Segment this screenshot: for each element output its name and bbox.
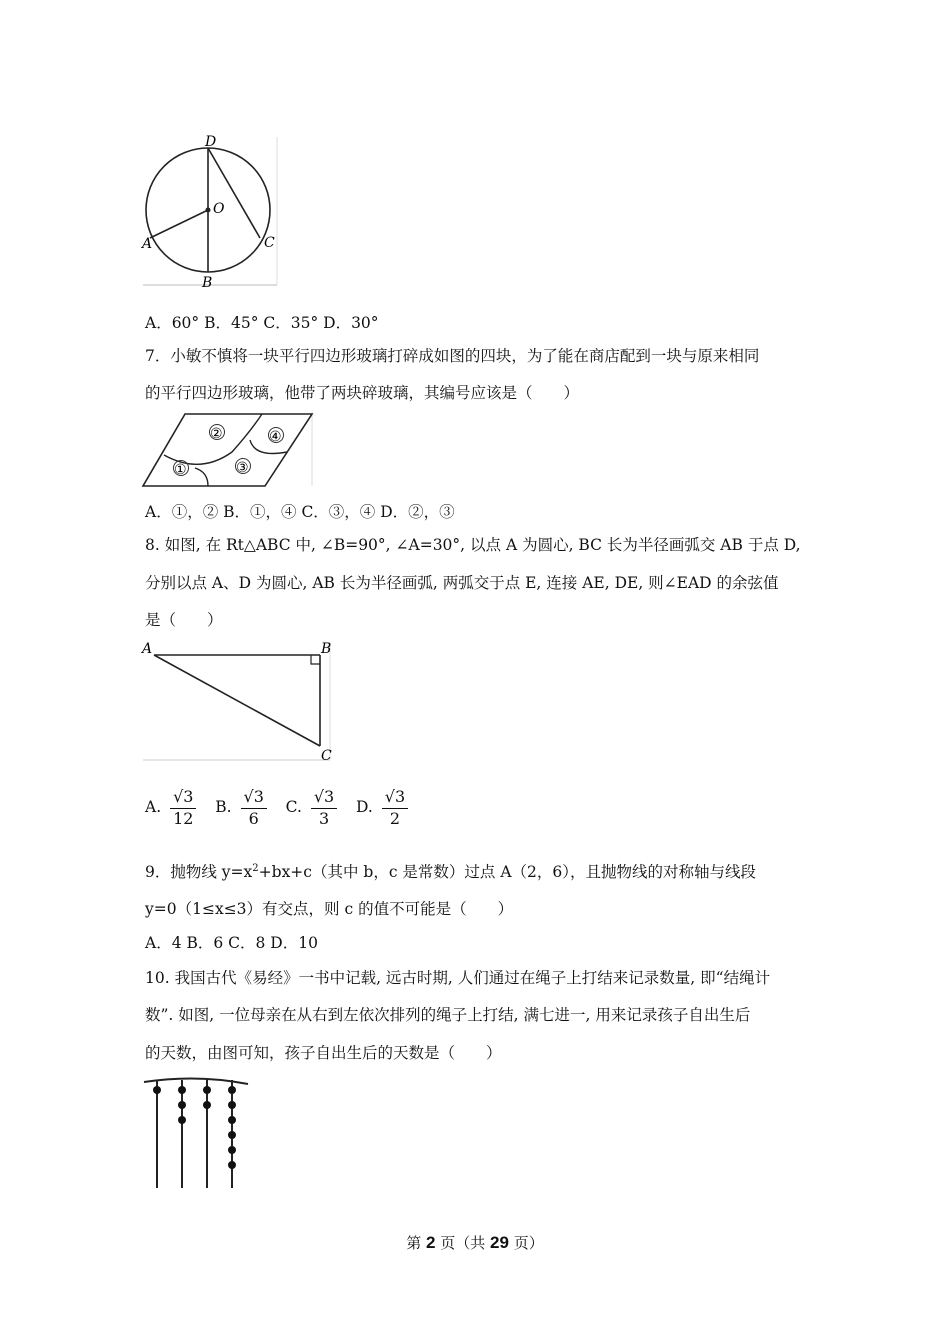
circle-figure	[140, 135, 290, 297]
parallelogram-figure	[140, 410, 320, 496]
total-pages: 29	[490, 1233, 509, 1252]
knot	[228, 1116, 236, 1124]
page-number: 2	[426, 1233, 436, 1252]
label-A: A	[142, 236, 153, 252]
q9-options: A．4 B．6 C．8 D．10	[145, 934, 318, 952]
knot	[178, 1086, 186, 1094]
knot	[203, 1101, 211, 1109]
q10-line3: 的天数，由图可知，孩子自出生后的天数是（ ）	[145, 1044, 502, 1062]
q7-line2: 的平行四边形玻璃，他带了两块碎玻璃，其编号应该是（ ）	[145, 384, 580, 402]
piece-4: ④	[269, 429, 282, 445]
label-A: A	[142, 641, 153, 657]
q8-line3: 是（ ）	[145, 611, 223, 629]
option-d: D. $\frac{√3}{2}$	[356, 798, 412, 816]
label-C: C	[264, 235, 275, 251]
knot	[153, 1086, 161, 1094]
q8-options	[145, 786, 412, 829]
q7-line1: 7．小敏不慎将一块平行四边形玻璃打碎成如图的四块，为了能在商店配到一块与原来相同	[145, 347, 760, 365]
q7-options: A．①，② B．①，④ C．③，④ D．②，③	[145, 503, 455, 521]
label-D: D	[205, 135, 217, 150]
knot-rope-figure	[142, 1072, 252, 1194]
q8-line2: 分别以点 A、D 为圆心, AB 长为半径画弧, 两弧交于点 E, 连接 AE, DE, 则∠EAD 的余弦值	[145, 574, 779, 592]
piece-2: ②	[210, 426, 223, 442]
knot	[228, 1146, 236, 1154]
knot	[228, 1161, 236, 1169]
q10-line1: 10. 我国古代《易经》一书中记载, 远古时期, 人们通过在绳子上打结来记录数量, 即“结绳计	[145, 969, 771, 987]
q10-line2: 数”. 如图, 一位母亲在从右到左依次排列的绳子上打结, 满七进一, 用来记录孩子自出生后	[145, 1006, 751, 1024]
page-footer: 第 2 页（共 29 页）	[406, 1233, 544, 1252]
label-B: B	[321, 641, 332, 657]
option-a: A. $\frac{√3}{12}$	[145, 798, 205, 816]
q8-line1: 8. 如图, 在 Rt△ABC 中, ∠B=90°, ∠A=30°, 以点 A 为圆心, BC 长为半径画弧交 AB 于点 D,	[145, 536, 801, 554]
knot	[203, 1086, 211, 1094]
label-C: C	[321, 748, 332, 764]
label-O: O	[213, 201, 225, 217]
knot	[228, 1101, 236, 1109]
label-B: B	[202, 275, 213, 291]
q9-line1: 9．抛物线 $y=x^2+bx+c$（其中 b，c 是常数）过点 A（2，6），且抛物线的对称轴与线段	[145, 862, 757, 881]
knot	[178, 1101, 186, 1109]
option-c: C. $\frac{√3}{3}$	[286, 798, 346, 816]
knot	[228, 1086, 236, 1094]
knot	[178, 1116, 186, 1124]
q6-options: A．60° B．45° C．35° D．30°	[145, 314, 379, 332]
triangle-figure	[140, 638, 340, 770]
knot	[228, 1131, 236, 1139]
piece-1: ①	[174, 462, 187, 478]
piece-3: ③	[236, 460, 249, 476]
option-b: B. $\frac{√3}{6}$	[215, 798, 276, 816]
q9-line2: y=0（1≤x≤3）有交点，则 c 的值不可能是（ ）	[145, 900, 514, 918]
